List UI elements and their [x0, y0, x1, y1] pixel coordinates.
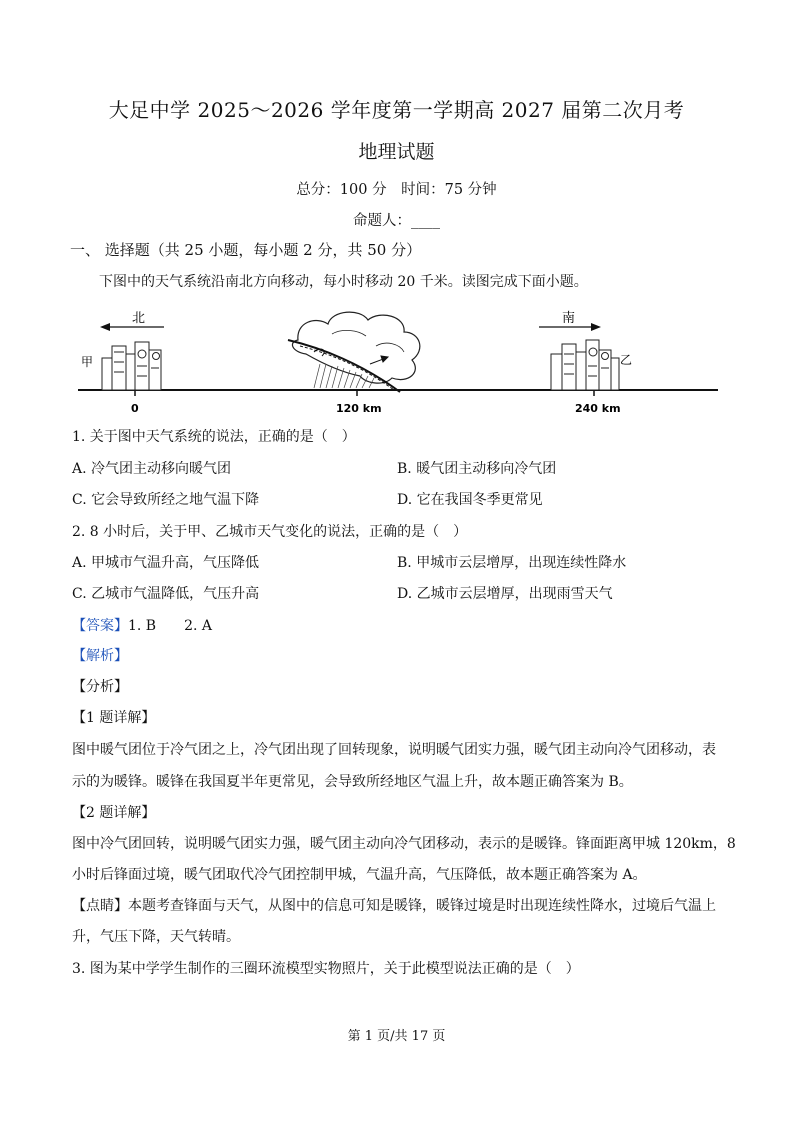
question-2-option-a[interactable]: A. 甲城市气温升高，气压降低 [72, 555, 260, 571]
fenxi-tag: 【分析】 [72, 679, 128, 695]
tick-0-label: 0 [131, 402, 139, 415]
detail-2-line-2: 小时后锋面过境，暖气团取代冷气团控制甲城，气温升高，气压降低，故本题正确答案为 A。 [72, 867, 647, 883]
question-1-option-d[interactable]: D. 它在我国冬季更常见 [397, 492, 543, 508]
question-1-option-b[interactable]: B. 暖气团主动移向冷气团 [397, 461, 557, 477]
analysis-tag: 【解析】 [72, 648, 128, 664]
question-2-stem: 2. 8 小时后，关于甲、乙城市天气变化的说法，正确的是（ ） [72, 524, 468, 540]
section-heading: 一、 选择题（共 25 小题，每小题 2 分，共 50 分） [70, 241, 422, 259]
answer-tag: 【答案】 [72, 618, 128, 634]
detail-1-line-1: 图中暖气团位于冷气团之上，冷气团出现了回转现象，说明暖气团实力强，暖气团主动向冷气团移动，表 [72, 742, 716, 758]
tick-120-label: 120 km [336, 402, 382, 415]
tick-240-label: 240 km [575, 402, 621, 415]
city-a-label: 甲 [81, 355, 94, 369]
comment-line-2: 升，气压下降，天气转晴。 [72, 929, 240, 945]
exam-author: 命题人：____ [353, 213, 440, 229]
detail-2-line-1: 图中冷气团回转，说明暖气团实力强，暖气团主动向冷气团移动，表示的是暖锋。锋面距离甲城 120km，8 [72, 836, 736, 852]
detail-1-tag: 【1 题详解】 [72, 710, 156, 726]
answer-text: 1. B 2. A [128, 618, 213, 634]
north-label: 北 [132, 311, 146, 326]
question-1-option-c[interactable]: C. 它会导致所经之地气温下降 [72, 492, 260, 508]
detail-1-line-2: 示的为暖锋。暖锋在我国夏半年更常见，会导致所经地区气温上升，故本题正确答案为 B。 [72, 774, 633, 790]
exam-meta: 总分：100 分 时间：75 分钟 [296, 182, 497, 198]
page-footer: 第 1 页/共 17 页 [347, 1029, 446, 1044]
weather-front-diagram [70, 306, 730, 421]
answer-line [72, 616, 212, 636]
city-b-label: 乙 [620, 353, 633, 367]
subject-title: 地理试题 [358, 141, 435, 163]
question-intro: 下图中的天气系统沿南北方向移动，每小时移动 20 千米。读图完成下面小题。 [99, 274, 588, 290]
comment-text: 本题考查锋面与天气，从图中的信息可知是暖锋，暖锋过境是时出现连续性降水，过境后气温上 [128, 898, 716, 914]
comment-tag: 【点睛】 [72, 898, 128, 914]
comment-line-1 [72, 896, 716, 916]
question-3-stem: 3. 图为某中学学生制作的三圈环流模型实物照片，关于此模型说法正确的是（ ） [72, 961, 580, 977]
question-2-option-b[interactable]: B. 甲城市云层增厚，出现连续性降水 [397, 555, 627, 571]
question-2-option-c[interactable]: C. 乙城市气温降低，气压升高 [72, 586, 260, 602]
detail-2-tag: 【2 题详解】 [72, 805, 156, 821]
city-b-buildings-icon [551, 340, 619, 390]
exam-title: 大足中学 2025～2026 学年度第一学期高 2027 届第二次月考 [108, 98, 685, 122]
question-1-option-a[interactable]: A. 冷气团主动移向暖气团 [72, 461, 232, 477]
city-a-buildings-icon [102, 342, 161, 390]
question-1-stem: 1. 关于图中天气系统的说法，正确的是（ ） [72, 429, 356, 445]
south-label: 南 [562, 311, 576, 326]
question-2-option-d[interactable]: D. 乙城市云层增厚，出现雨雪天气 [397, 586, 613, 602]
